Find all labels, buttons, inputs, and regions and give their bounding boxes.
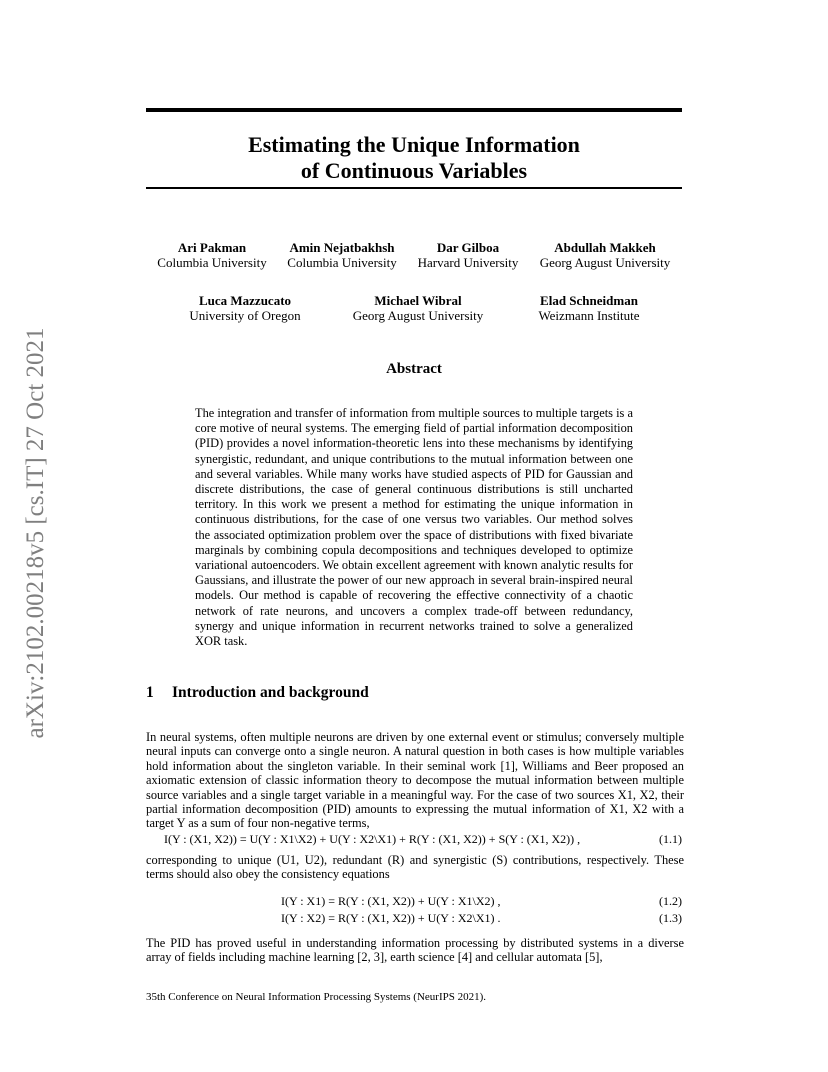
author-name: Dar Gilboa: [436, 240, 500, 255]
arxiv-id: arXiv:2102.00218v5 [cs.IT] 27 Oct 2021: [22, 327, 49, 739]
equation-1-3: I(Y : X2) = R(Y : (X1, X2)) + U(Y : X2\X1) .: [281, 911, 501, 925]
author-name: Abdullah Makkeh: [554, 240, 656, 255]
author-affiliation: Columbia University: [287, 255, 397, 270]
author-block: [526, 293, 652, 323]
intro-paragraph-2: corresponding to unique (U1, U2), redundant (R) and synergistic (S) contributions, respectively. These terms should also obey the consistency equations: [146, 853, 684, 882]
author-affiliation: Columbia University: [157, 255, 267, 270]
abstract-text: The integration and transfer of information from multiple sources to multiple targets is a core motive of neural systems. The emerging field of partial information decomposition (PID) provides a novel information-theoretic lens into these mechanisms by identifying synergistic, redundant, and unique contributions to the mutual information between one and several variables. While many works have studied aspects of PID for Gaussian and discrete distributions, the case of general continuous distributions is still uncharted territory. In this work we present a method for estimating the unique information in continuous distributions, for the case of one versus two variables. Our method solves the associated optimization problem over the space of distributions with fixed bivariate marginals by combining copula decompositions and techniques developed to optimize variational autoencoders. We obtain excellent agreement with known analytic results for Gaussians, and illustrate the power of our new approach in several brain-inspired neural models. Our method is capable of recovering the effective connectivity of a chaotic network of rate neurons, and uncovers a complex trade-off between redundancy, synergy and unique information in recurrent networks trained to solve a generalized XOR task.: [195, 406, 633, 649]
author-block: [280, 240, 404, 270]
title-rule-top: [146, 108, 682, 112]
section-heading: [146, 684, 369, 702]
equation-1-2: I(Y : X1) = R(Y : (X1, X2)) + U(Y : X1\X2) ,: [281, 894, 501, 908]
author-name: Elad Schneidman: [540, 293, 638, 308]
equation-number: (1.2): [659, 894, 682, 908]
author-name: Michael Wibral: [374, 293, 462, 308]
arxiv-sidebar-stamp: [6, 303, 66, 763]
intro-paragraph-3: The PID has proved useful in understanding information processing by distributed systems in a diverse array of fields including machine learning [2, 3], earth science [4] and cellular automata [5],: [146, 936, 684, 965]
author-name: Amin Nejatbakhsh: [289, 240, 395, 255]
section-number: 1: [146, 684, 154, 701]
author-block: [340, 293, 496, 323]
section-title: Introduction and background: [172, 684, 369, 701]
author-name: Ari Pakman: [177, 240, 247, 255]
author-affiliation: Harvard University: [417, 255, 519, 270]
author-block: [180, 293, 310, 323]
title-line-1: Estimating the Unique Information: [248, 132, 580, 157]
title-rule-bottom: [146, 187, 682, 189]
conference-footer: 35th Conference on Neural Information Processing Systems (NeurIPS 2021).: [146, 991, 487, 1003]
author-affiliation: Georg August University: [352, 308, 484, 323]
abstract-heading: Abstract: [386, 361, 442, 377]
author-block: [408, 240, 528, 270]
author-block: [150, 240, 274, 270]
author-affiliation: Georg August University: [539, 255, 671, 270]
author-affiliation: Weizmann Institute: [538, 308, 640, 323]
equation-1-1: I(Y : (X1, X2)) = U(Y : X1\X2) + U(Y : X2\X1) + R(Y : (X1, X2)) + S(Y : (X1, X2)) ,: [164, 832, 581, 846]
author-affiliation: University of Oregon: [189, 308, 301, 323]
title-line-2: of Continuous Variables: [300, 158, 528, 183]
author-block: [530, 240, 680, 270]
equation-number: (1.3): [659, 911, 682, 925]
paper-title: [146, 132, 682, 184]
author-name: Luca Mazzucato: [198, 293, 292, 308]
intro-paragraph-1: In neural systems, often multiple neurons are driven by one external event or stimulus; conversely multiple neural inputs can converge onto a single neuron. A natural question in both cases is how multiple variables hold information about the singleton variable. In their seminal work [1], Williams and Beer proposed an axiomatic extension of classic information theory to decompose the mutual information between multiple source variables and a single target variable in a meaningful way. For the case of two sources X1, X2, their partial information decomposition (PID) amounts to expressing the mutual information of X1, X2 with a target Y as a sum of four non-negative terms,: [146, 730, 684, 831]
equation-number: (1.1): [659, 832, 682, 846]
